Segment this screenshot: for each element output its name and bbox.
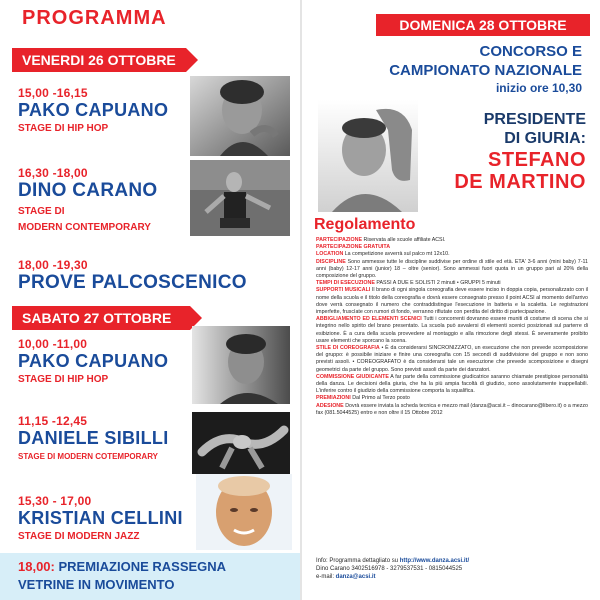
rule-text: La competizione avverrà sul palco mt 12x10. <box>343 251 450 258</box>
event-time: 11,15 -12,45 <box>18 414 88 428</box>
event-time: 18,00 -19,30 <box>18 258 88 272</box>
event-pako-saturday <box>18 337 168 388</box>
program-title: PROGRAMMA <box>22 7 167 29</box>
photo-kristian-cellini <box>196 474 292 550</box>
info-url-link[interactable]: http://www.danza.acsi.it/ <box>399 558 470 564</box>
event-prove-palcoscenico <box>18 258 247 293</box>
event-subtitle: MODERN CONTEMPORARY <box>18 222 151 233</box>
day-banner-friday: VENERDI 26 OTTOBRE <box>12 48 186 72</box>
rule-paragraph <box>316 237 588 244</box>
date-banner-sunday: DOMENICA 28 OTTOBRE <box>376 14 590 36</box>
rule-text: A far parte della commissione giudicatrice saranno chiamate prestigiose personalità della danza. Le decisioni della giuria, che ha la più ampia facoltà di giudizio, sono assolutamente inappellabili. L'inferire contro il giudizio della commissione comporta la squalifica. <box>316 373 588 395</box>
final-event-title: PREMIAZIONE RASSEGNA <box>58 559 227 574</box>
rule-text: • È da considerarsi SINCRONIZZATO, un esecuzione che non prevede scomposizione del gruppo: è possibile iniziare e finire una coreografia con 15 secondi di suddivisione del gruppo e non sono previsti assoli. • COREOGRAFATO è da considerarsi tale un esecuzione che prevede scomposizione e disegni geometrici da parte del gruppo. Sono previsti assoli da parte dei danzatori. <box>316 345 588 373</box>
event-name: PROVE PALCOSCENICO <box>18 272 247 293</box>
rule-paragraph <box>316 374 588 396</box>
rule-key: COMMISSIONE GIUDICANTE <box>316 373 389 380</box>
final-event-line1 <box>18 559 226 574</box>
event-name: DINO CARANO <box>18 180 158 201</box>
event-dino-carano <box>18 166 157 236</box>
event-name: KRISTIAN CELLINI <box>18 508 183 528</box>
jury-president-line2: DI GIURIA: <box>504 130 586 147</box>
rule-text: Sono ammesse tutte le discipline suddivise per ordine di stile ed età. ETA' 3-6 anni (mini baby) 7-11 anni (baby) 12-17 anni (junior) 18 – oltre (senior). Sono ammessi fuori quota in un gruppo pari al 20% della composizione del gruppo. <box>316 258 588 280</box>
jury-president-label <box>484 110 586 148</box>
info-line1 <box>316 557 588 565</box>
rule-paragraph <box>316 316 588 345</box>
event-subtitle: STAGE DI MODERN JAZZ <box>18 531 140 542</box>
rule-key: PARTECIPAZIONE GRATUITA <box>316 244 391 251</box>
event-subtitle: STAGE DI HIP HOP <box>18 123 109 134</box>
event-subtitle: STAGE DI MODERN COTEMPORARY <box>18 452 159 461</box>
final-event-box <box>0 553 302 600</box>
rule-paragraph <box>316 259 588 281</box>
info-email-prefix: e-mail: <box>316 574 336 580</box>
rule-key: PREMIAZIONI <box>316 395 351 402</box>
rule-paragraph <box>316 395 588 402</box>
contact-info <box>316 557 588 581</box>
contest-title-line2: CAMPIONATO NAZIONALE <box>389 62 582 79</box>
rule-key: LOCATION <box>316 251 344 258</box>
jury-president-line1: PRESIDENTE <box>483 111 586 128</box>
info-line2: Dino Carano 3402516978 - 3279537531 - 0815044525 <box>316 566 463 572</box>
final-event-time: 18,00: <box>18 559 55 574</box>
rule-text: Dovrà essere inviata la scheda tecnica e mezzo mail (danza@acsi.it – dinocarano@libero.it) o a mezzo fax (081.5044525) entro e non oltre il 15 Ottobre 2012 <box>316 402 588 416</box>
rules-body <box>316 237 588 417</box>
jury-president-name-line2: DE MARTINO <box>454 171 586 193</box>
info-prefix: Info: Programma dettagliato su <box>316 558 400 564</box>
rules-title: Regolamento <box>314 216 416 233</box>
event-subtitle: STAGE DI HIP HOP <box>18 374 109 385</box>
final-event-line2: VETRINE IN MOVIMENTO <box>18 577 175 592</box>
contest-title-line1: CONCORSO E <box>479 43 582 60</box>
event-name: DANIELE SIBILLI <box>18 428 169 448</box>
jury-president-name-line1: STEFANO <box>488 149 586 171</box>
rule-key: SUPPORTI MUSICALI <box>316 287 371 294</box>
photo-pako-capuano-2 <box>192 326 290 404</box>
event-time: 15,30 - 17,00 <box>18 494 92 508</box>
rule-paragraph <box>316 287 588 316</box>
rule-key: DISCIPLINE <box>316 258 346 265</box>
rule-text: Tutti i concorrenti dovranno essere muniti di costume di scena che si integrino nello spirito del brano presentato. La scuola può avvalersi di elementi scenici posizionati sul parterre di esibizione. È a cura della scuola provvedere al montaggio e alla rimozione degli stessi. È severamente proibito usare elementi che sporcano la scena. <box>316 316 588 344</box>
info-email-link[interactable]: danza@acsi.it <box>335 574 376 580</box>
photo-stefano-de-martino <box>318 100 418 212</box>
rule-key: PARTECIPAZIONE <box>316 237 363 243</box>
rule-text: Riservata alle scuole affiliate ACSI. <box>362 237 446 243</box>
jury-president-name <box>454 149 586 193</box>
event-time: 16,30 -18,00 <box>18 166 88 180</box>
rule-key: TEMPI DI ESECUZIONE <box>316 280 375 287</box>
event-daniele-sibilli <box>18 414 169 465</box>
event-subtitle: STAGE DI <box>18 206 65 217</box>
event-name: PAKO CAPUANO <box>18 351 169 371</box>
rule-paragraph <box>316 280 588 287</box>
info-line3 <box>316 573 588 581</box>
rule-text: Il brano di ogni singola coreografia deve essere inciso in doppia copia, personalizzato con il nome della scuola e il titolo della coreografia e dovrà essere consegnato presso il point ACSI al momento dell'arrivo dove verrà consegnato il numero che contraddistingue l'esecuzione in batteria e la scaletta. Le registrazioni imperfette, fruscìate con rumori di fondo, verranno rifiutate con perdita del diritto di partecipazione. <box>316 287 588 316</box>
rule-key: ADESIONE <box>316 402 344 409</box>
rule-key: STILE DI COREOGRAFIA <box>316 345 380 352</box>
rule-key: ABBIGLIAMENTO ED ELEMENTI SCENICI <box>316 316 422 323</box>
start-time: inizio ore 10,30 <box>495 81 582 95</box>
rule-paragraph <box>316 244 588 251</box>
event-time: 10,00 -11,00 <box>18 337 88 351</box>
rule-text: PASSI A DUE E SOLISTI 2 minuti • GRUPPI 5 minuti <box>374 280 501 287</box>
day-banner-saturday: SABATO 27 OTTOBRE <box>12 306 190 330</box>
rule-paragraph <box>316 403 588 417</box>
photo-daniele-sibilli <box>192 412 290 474</box>
rule-paragraph <box>316 345 588 374</box>
photo-pako-capuano <box>190 76 290 156</box>
contest-title <box>389 42 582 80</box>
event-pako-friday <box>18 86 168 137</box>
event-name: PAKO CAPUANO <box>18 100 169 120</box>
event-kristian-cellini <box>18 494 183 545</box>
event-time: 15,00 -16,15 <box>18 86 88 100</box>
photo-dino-carano <box>190 160 290 236</box>
rule-text: Dal Primo al Terzo posto <box>350 395 410 402</box>
rule-paragraph <box>316 251 588 258</box>
